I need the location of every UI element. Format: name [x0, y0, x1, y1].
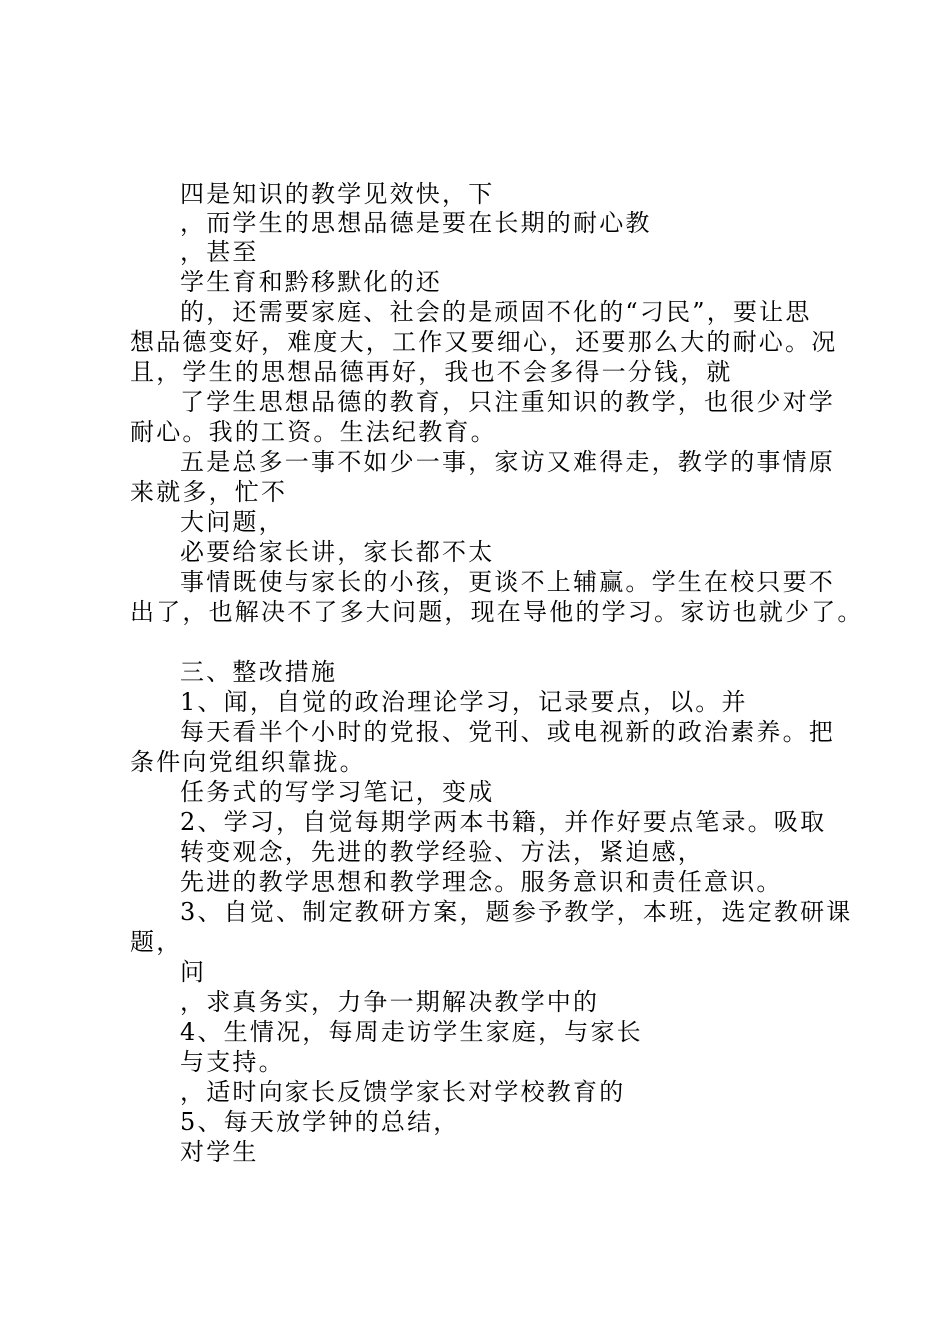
text-line: 2、学习，自觉每期学两本书籍，并作好要点笔录。吸取 [180, 808, 827, 836]
text-line: 转变观念，先进的教学经验、方法，紧迫感， [180, 838, 704, 866]
text-line: 学生育和黔移默化的还 [180, 268, 442, 296]
text-line: 条件向党组织靠拢。 [130, 748, 366, 776]
text-line: ，而学生的思想品德是要在长期的耐心教 [180, 209, 652, 237]
text-line: 耐心。我的工资。生法纪教育。 [130, 418, 497, 446]
text-line: 来就多，忙不 [130, 478, 288, 506]
text-line: 大问题， [180, 508, 285, 536]
text-line: 想品德变好，难度大，工作又要细心，还要那么大的耐心。况 [130, 328, 838, 356]
text-line: 的，还需要家庭、社会的是顽固不化的“刁民”，要让思 [180, 298, 812, 326]
text-line: 且，学生的思想品德再好，我也不会多得一分钱，就 [130, 358, 733, 386]
section-heading: 三、整改措施 [180, 658, 338, 686]
text-line: 1、闻，自觉的政治理论学习，记录要点，以。并 [180, 688, 748, 716]
text-line: 4、生情况，每周走访学生家庭，与家长 [180, 1018, 643, 1046]
text-line: 五是总多一事不如少一事，家访又难得走，教学的事情原 [180, 448, 835, 476]
text-line: 了学生思想品德的教育，只注重知识的教学，也很少对学 [180, 388, 835, 416]
text-line: 事情既使与家长的小孩，更谈不上辅赢。学生在校只要不 [180, 568, 835, 596]
text-line: 四是知识的教学见效快，下 [180, 180, 495, 208]
text-line: 每天看半个小时的党报、党刊、或电视新的政治素养。把 [180, 718, 835, 746]
text-line: 与支持。 [180, 1048, 285, 1076]
text-line: 5、每天放学钟的总结， [180, 1108, 460, 1136]
text-line: 3、自觉、制定教研方案，题参予教学，本班，选定教研课 [180, 898, 853, 926]
text-line: 必要给家长讲，家长都不太 [180, 538, 495, 566]
text-line: ，求真务实，力争一期解决教学中的 [180, 988, 600, 1016]
text-line: 对学生 [180, 1138, 259, 1166]
text-line: 任务式的写学习笔记，变成 [180, 778, 495, 806]
text-line: 问 [180, 958, 207, 986]
text-line: ，甚至 [180, 238, 259, 266]
text-line: ，适时向家长反馈学家长对学校教育的 [180, 1078, 626, 1106]
text-line: 出了，也解决不了多大问题，现在导他的学习。家访也就少了。 [130, 598, 864, 626]
text-line: 题， [130, 928, 183, 956]
text-line: 先进的教学思想和教学理念。服务意识和责任意识。 [180, 868, 783, 896]
